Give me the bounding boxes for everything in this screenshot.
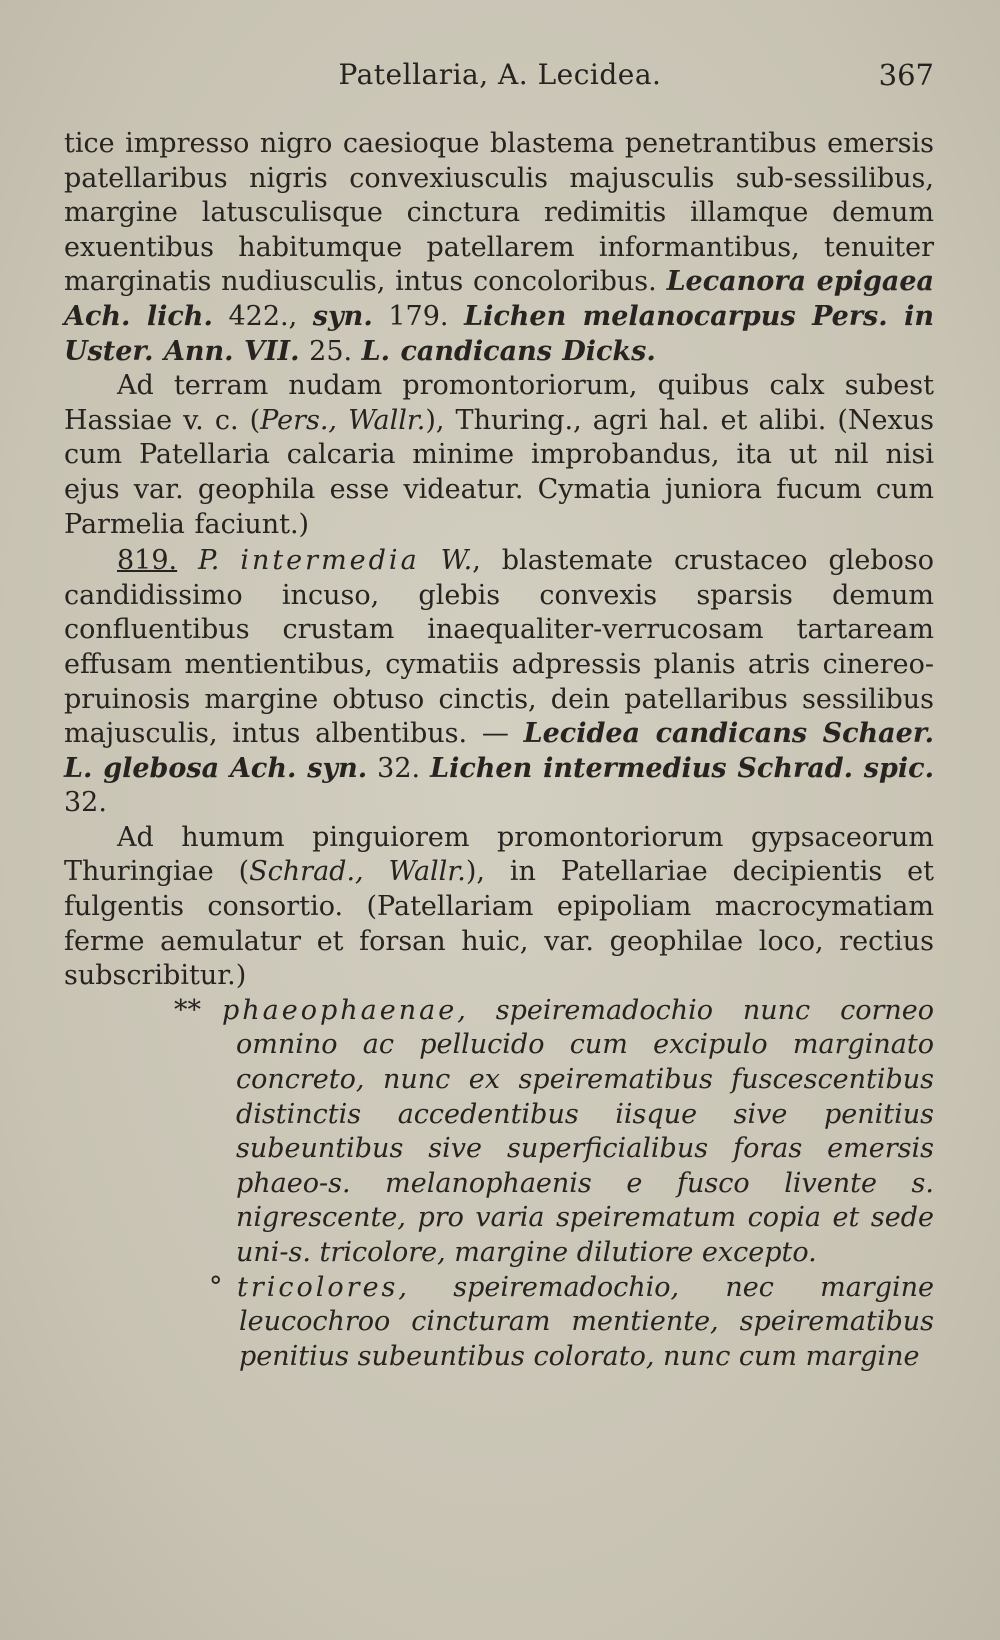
text-run: 179. — [372, 300, 465, 332]
subsection-marker: ° — [209, 1271, 223, 1303]
section-marker: ** — [174, 994, 201, 1026]
running-title: Patellaria, A. Lecidea. — [338, 58, 662, 91]
genus-abbrev: P. — [198, 545, 220, 577]
species-name: intermedia — [240, 545, 420, 577]
text-run: 422., — [212, 300, 313, 332]
author-citation: Schrad., Wallr. — [249, 856, 466, 888]
reference: Lichen intermedius Schrad. spic. — [430, 752, 934, 784]
text-run: ), in Patellariae decipientis et fulgentis consortio. (Patellariam epipoliam macrocymatiam ferme aemulatur et forsan huic, var. geophilae loco, rectius subscribitur.) — [64, 856, 934, 992]
text-run: Ad humum pinguiorem promontoriorum gypsaceorum Thuringiae ( — [64, 821, 934, 888]
author-citation: Pers., Wallr. — [260, 404, 426, 436]
subsection-tricolores — [209, 1271, 934, 1375]
text-run: tice impresso nigro caesioque blastema penetrantibus emersis patellaribus nigris convexiusculis majusculis sub-sessilibus, margine latusculisque cinctura redimitis illamque demum exuentibus habitumque patellarem informantibus, tenuiter marginatis nudiusculis, intus concoloribus. — [64, 128, 934, 298]
subsection-text: , speiremadochio, nec margine leucochroo cincturam mentiente, speirematibus penitius subeuntibus colorato, nunc cum margine — [239, 1271, 934, 1372]
section-phaeophaenae — [174, 994, 934, 1271]
page-body — [64, 127, 934, 1374]
paragraph-species-entry — [64, 544, 934, 821]
reference: Lichen melanocarpus Pers. in Uster. Ann. VII. — [64, 300, 934, 367]
subsection-name: tricolores — [237, 1271, 399, 1303]
entry-number: 819. — [117, 545, 178, 577]
reference: Lecanora epigaea Ach. lich. — [64, 266, 935, 332]
text-run: , blastemate crustaceo gleboso candidissimo incuso, glebis convexis sparsis demum confluentibus crustam inaequaliter-verrucosam tartaream effusam mentientibus, cymatiis adpressis planis atris cinereo-pruinosis margine obtuso cinctis, dein patellaribus sessilibus majusculis, intus albentibus. — — [64, 545, 935, 750]
paragraph-habitat — [64, 821, 934, 994]
reference: syn. — [312, 300, 373, 332]
text-run: 25. — [299, 335, 362, 367]
text-run: ), Thuring., agri hal. et alibi. (Nexus cum Patellaria calcaria minime improbandus, ita ut nil nisi ejus var. geophila esse videatur. Cymatia juniora fucum cum Parmelia faciunt.) — [64, 404, 934, 540]
text-run: Ad terram nudam promontoriorum, quibus calx subest Hassiae v. c. ( — [64, 370, 934, 436]
page-header — [60, 55, 940, 95]
reference: Lecidea candicans Schaer. L. glebosa Ach. syn. — [64, 718, 934, 784]
section-name: phaeophaenae — [222, 994, 458, 1026]
species-author: W. — [440, 545, 473, 577]
section-text: , speiremadochio nunc corneo omnino ac pellucido cum excipulo marginato concreto, nunc ex speirematibus fuscescentibus distinctis accedentibus iisque sive penitius subeuntibus sive superficialibus foras emersis phaeo-s. melanophaenis e fusco livente s. nigrescente, pro varia speirematum copia et sede uni-s. tricolore, margine dilutiore excepto. — [236, 994, 934, 1268]
paragraph-description — [64, 127, 934, 369]
paragraph-habitat — [64, 369, 934, 542]
text-run: 32. — [367, 752, 431, 784]
reference: L. candicans Dicks. — [361, 335, 656, 367]
page-number: 367 — [878, 58, 934, 92]
text-run: 32. — [64, 787, 107, 819]
